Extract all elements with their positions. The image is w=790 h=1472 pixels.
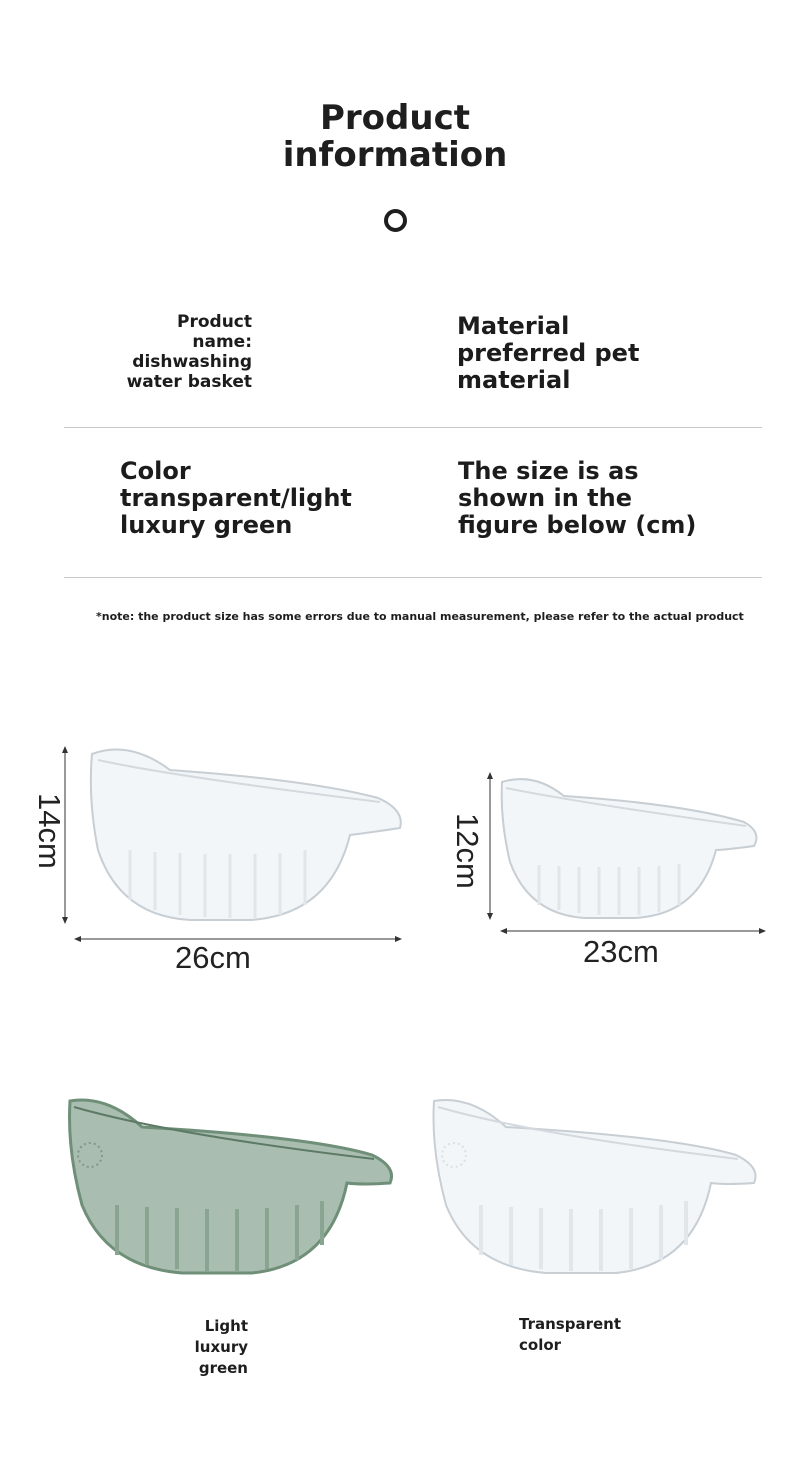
material-field: Material preferred pet material xyxy=(457,312,640,394)
green-variant-label: Light luxury green xyxy=(194,1317,248,1377)
large-basket-image xyxy=(60,740,410,950)
color-field: Color transparent/light luxury green xyxy=(120,457,352,539)
clear-basket-image xyxy=(426,1095,766,1280)
small-height-label: 12cm xyxy=(450,813,485,889)
divider-line xyxy=(64,427,762,428)
small-basket-image xyxy=(484,770,769,940)
divider-line xyxy=(64,577,762,578)
page-title: Product information xyxy=(282,98,508,175)
ring-icon xyxy=(384,209,407,232)
small-width-label: 23cm xyxy=(583,934,659,969)
product-name-field: Product name: dishwashing water basket xyxy=(126,312,252,392)
large-height-label: 14cm xyxy=(32,793,67,869)
clear-variant-label: Transparent color xyxy=(519,1315,621,1354)
size-field: The size is as shown in the figure below (cm) xyxy=(458,457,697,539)
green-basket-image xyxy=(62,1095,402,1280)
measurement-note: *note: the product size has some errors due to manual measurement, please refer to the actual product xyxy=(96,610,744,623)
large-width-label: 26cm xyxy=(175,940,251,975)
